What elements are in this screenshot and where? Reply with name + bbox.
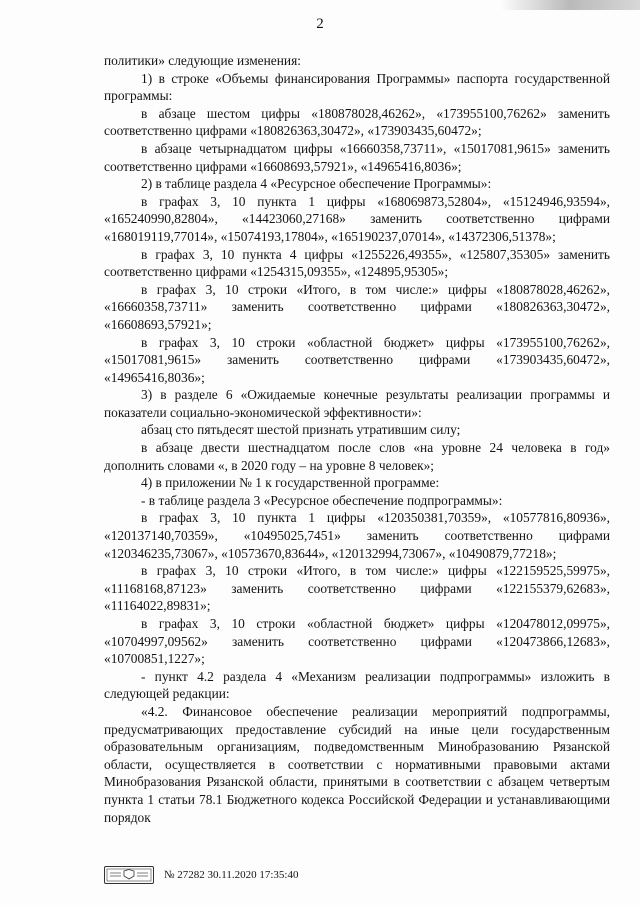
paragraph: 4) в приложении № 1 к государственной программе: xyxy=(141,475,440,491)
document-footer xyxy=(104,866,298,884)
document-body xyxy=(104,52,610,826)
paragraph: в графах 3, 10 пункта 1 цифры «168069873,52804», «15124946,93594», «165240990,82804», «14423060,27168» заменить соответственно цифрами «168019119,77014», «15074193,17804», «165190237,07014», «14372306,51378»; xyxy=(104,193,610,244)
paragraph: в графах 3, 10 строки «Итого, в том числе:» цифры «122159525,59975», «11168168,87123» заменить соответственно цифрами «122155379,62683», «11164022,89831»; xyxy=(104,563,610,614)
paragraph: в абзаце шестом цифры «180878028,46262», «173955100,76262» заменить соответственно цифрами «180826363,30472», «173903435,60472»; xyxy=(104,105,610,139)
registration-number: № 27282 30.11.2020 17:35:40 xyxy=(164,869,299,881)
paragraph: в графах 3, 10 пункта 4 цифры «1255226,49355», «125807,35305» заменить соответственно цифрами «1254315,09355», «124895,95305»; xyxy=(104,246,610,280)
paragraph: в графах 3, 10 пункта 1 цифры «120350381,70359», «10577816,80936», «120137140,70359», «10495025,7451» заменить соответственно цифрами «120346235,73067», «10573670,83644», «120132994,73067», «10490879,77218»; xyxy=(104,510,610,561)
paragraph: 1) в строке «Объемы финансирования Программы» паспорта государственной программы: xyxy=(104,70,610,104)
paragraph: абзац сто пятьдесят шестой признать утратившим силу; xyxy=(141,422,461,438)
paragraph: 2) в таблице раздела 4 «Ресурсное обеспечение Программы»: xyxy=(141,176,492,192)
paragraph: 3) в разделе 6 «Ожидаемые конечные результаты реализации программы и показатели социально-экономической эффективности»: xyxy=(104,387,610,420)
paragraph: политики» следующие изменения: xyxy=(104,53,301,68)
paragraph: - пункт 4.2 раздела 4 «Механизм реализации подпрограммы» изложить в следующей редакции: xyxy=(104,668,610,702)
paragraph: в графах 3, 10 строки «областной бюджет» цифры «173955100,76262», «15017081,9615» заменить соответственно цифрами «173903435,60472», «14965416,8036»; xyxy=(104,334,610,385)
paragraph: в графах 3, 10 строки «областной бюджет» цифры «120478012,09975», «10704997,09562» заменить соответственно цифрами «120473866,12683», «10700851,1227»; xyxy=(104,616,610,667)
scan-edge-mark xyxy=(500,0,640,10)
paragraph: - в таблице раздела 3 «Ресурсное обеспечение подпрограммы»: xyxy=(141,492,503,508)
paragraph: в абзаце четырнадцатом цифры «16660358,73711», «15017081,9615» заменить соответственно цифрами «16608693,57921», «14965416,8036»; xyxy=(104,140,610,174)
paragraph: «4.2. Финансовое обеспечение реализации мероприятий подпрограммы, предусматривающих предоставление субсидий на иные цели государственным образовательным организациям, подведомственным Минобразованию Рязанской области, осуществляется в соответствии с нормативными правовыми актами Минобразования Рязанской области, принятыми в соответствии с абзацем четвертым пункта 1 статьи 78.1 Бюджетного кодекса Российской Федерации и устанавливающими порядок xyxy=(104,703,610,825)
paragraph: в абзаце двести шестнадцатом после слов «на уровне 24 человека в год» дополнить словами «, в 2020 году – на уровне 8 человек»; xyxy=(104,440,610,473)
regional-coat-of-arms-stamp-icon xyxy=(104,866,154,884)
paragraph: в графах 3, 10 строки «Итого, в том числе:» цифры «180878028,46262», «16660358,73711» заменить соответственно цифрами «180826363,30472», «16608693,57921»; xyxy=(104,281,610,332)
page-number: 2 xyxy=(316,16,324,32)
